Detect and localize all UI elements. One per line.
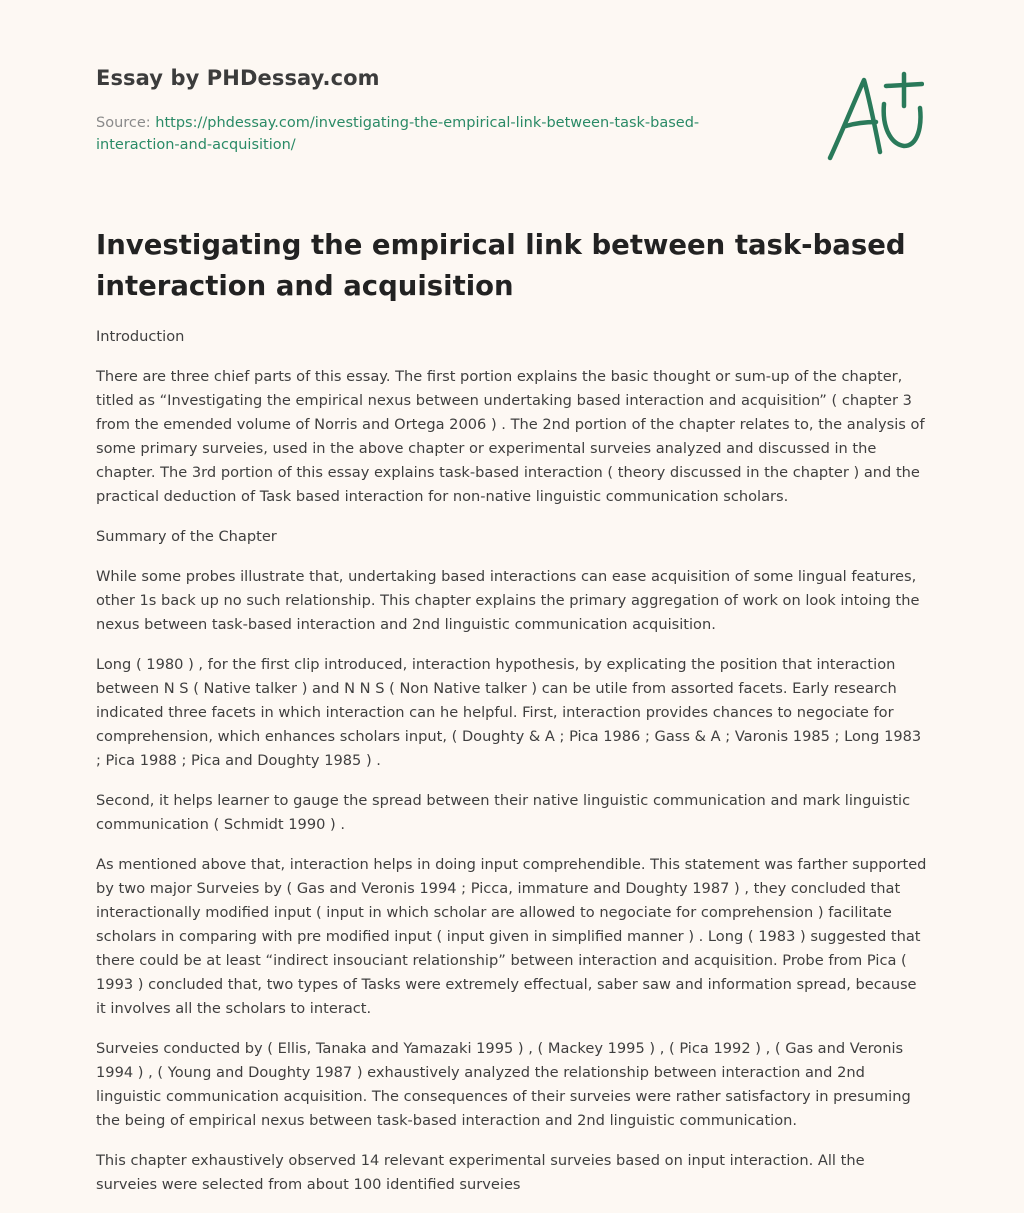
section-heading: Summary of the Chapter <box>96 528 277 545</box>
source-link[interactable]: https://phdessay.com/investigating-the-empirical-link-between-task-based-interaction-and-acquisition/ <box>96 115 700 153</box>
source-label: Source: <box>96 115 156 131</box>
a-plus-grade-icon <box>824 66 924 166</box>
paragraph: Long ( 1980 ) , for the first clip introduced, interaction hypothesis, by explicating the position that interaction between N S ( Native talker ) and N N S ( Non Native talker ) can be utile from assorted facets. Early research indicated three facets in which interaction can he helpful. First, interaction provides chances to negociate for comprehension, which enhances scholars input, ( Doughty & A ; Pica 1986 ; Gass & A ; Varonis 1985 ; Long 1983 ; Pica 1988 ; Pica and Doughty 1985 ) . <box>96 656 922 769</box>
paragraph: This chapter exhaustively observed 14 relevant experimental surveies based on input interaction. All the surveies were selected from about 100 identified surveies <box>96 1152 865 1193</box>
paragraph: As mentioned above that, interaction helps in doing input comprehendible. This statement was farther supported by two major Surveies by ( Gas and Veronis 1994 ; Picca, immature and Doughty 1987 ) , they concluded that interactionally modified input ( input in which scholar are allowed to negociate for comprehension ) facilitate scholars in comparing with pre modified input ( input given in simplified manner ) . Long ( 1983 ) suggested that there could be at least “indirect insouciant relationship” between interaction and acquisition. Probe from Pica ( 1993 ) concluded that, two types of Tasks were extremely effectual, saber saw and information spread, because it involves all the scholars to interact. <box>96 856 927 1017</box>
paragraph: Surveies conducted by ( Ellis, Tanaka and Yamazaki 1995 ) , ( Mackey 1995 ) , ( Pica 1992 ) , ( Gas and Veronis 1994 ) , ( Young and Doughty 1987 ) exhaustively analyzed the relationship between interaction and 2nd linguistic communication acquisition. The consequences of their surveies were rather satisfactory in presuming the being of empirical nexus between task-based interaction and 2nd linguistic communication. <box>96 1040 911 1129</box>
paragraph: Second, it helps learner to gauge the spread between their native linguistic communication and mark linguistic communication ( Schmidt 1990 ) . <box>96 792 911 833</box>
paragraph: There are three chief parts of this essay. The first portion explains the basic thought or sum-up of the chapter, titled as “Investigating the empirical nexus between undertaking based interaction and acquisition” ( chapter 3 from the emended volume of Norris and Ortega 2006 ) . The 2nd portion of the chapter relates to, the analysis of some primary surveies, used in the above chapter or experimental surveies analyzed and discussed in the chapter. The 3rd portion of this essay explains task-based interaction ( theory discussed in the chapter ) and the practical deduction of Task based interaction for non-native linguistic communication scholars. <box>96 368 925 505</box>
site-title: Essay by PHDessay.com <box>96 66 380 90</box>
section-heading: Introduction <box>96 328 185 345</box>
paragraph: While some probes illustrate that, undertaking based interactions can ease acquisition of some lingual features, other 1s back up no such relationship. This chapter explains the primary aggregation of work on look intoing the nexus between task-based interaction and 2nd linguistic communication acquisition. <box>96 568 920 633</box>
source-line <box>96 112 736 156</box>
article-body <box>96 325 930 1213</box>
article-title: Investigating the empirical link between task-based interaction and acquisition <box>96 229 906 302</box>
